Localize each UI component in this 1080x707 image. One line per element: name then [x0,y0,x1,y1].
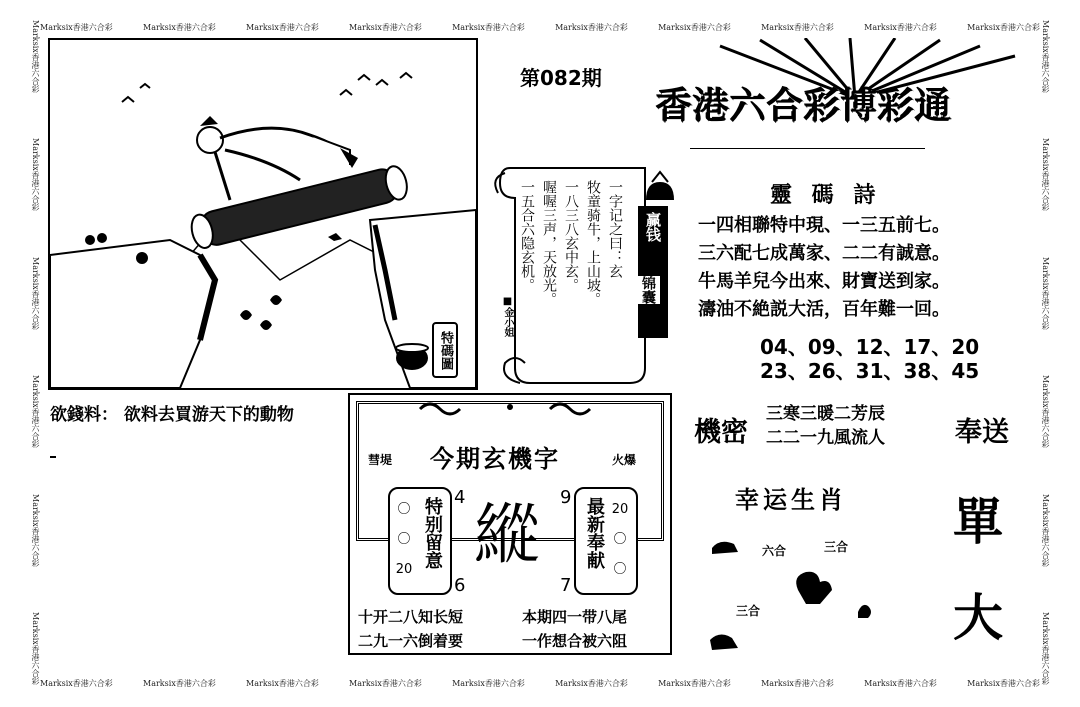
watermark-text: Marksix香港六合彩 [31,612,40,685]
watermark-text: Marksix香港六合彩 [1041,138,1050,212]
watermark-text: Marksix香港六合彩 [40,23,113,32]
corner-number: 4 [454,487,466,508]
leaf-icon [260,320,272,330]
watermark-text: Marksix香港六合彩 [246,23,319,32]
bag-ribbon [638,206,668,338]
numbers-row: 23、26、31、38、45 [760,359,980,383]
scroll-author [500,296,515,337]
bird-icon [340,90,352,95]
watermark-text: Marksix香港六合彩 [555,23,628,32]
poem-numbers [760,335,979,383]
number-circle: 〇 [397,532,411,547]
poem-lines [698,212,950,324]
ox-icon [712,542,738,554]
secret-line: 二二一九風流人 [766,428,885,448]
watermark-text: Marksix香港六合彩 [1041,612,1050,685]
number-circle: 〇 [397,502,411,517]
watermark-text: Marksix香港六合彩 [31,493,40,567]
watermark-text: Marksix香港六合彩 [31,20,40,93]
watermark-text: Marksix香港六合彩 [40,679,113,688]
latest-offer-box [574,487,638,595]
watermark-text: Marksix香港六合彩 [31,375,40,449]
zodiac-tag: 六合 [762,544,787,558]
special-attention-box [388,487,452,595]
puzzle-lines-right [522,605,627,653]
zodiac-animals [700,520,930,670]
secret-right-label: 奉送 [955,417,1009,448]
riddle-label: 欲錢料： [50,405,118,425]
corner-number: 9 [560,487,572,508]
watermark-text: Marksix香港六合彩 [452,23,525,32]
watermark-top-row [40,22,1040,33]
ornament-top [350,395,670,425]
watermark-text: Marksix香港六合彩 [864,679,937,688]
scroll-panel [480,158,680,390]
secret-lines [766,402,885,450]
corner-number: 6 [454,575,466,596]
bird-icon [140,84,150,88]
author-mark-icon: ■ [502,296,513,307]
watermark-text: Marksix香港六合彩 [1041,375,1050,449]
puzzle-lines-left [358,605,463,653]
watermark-text: Marksix香港六合彩 [555,679,628,688]
watermark-text: Marksix香港六合彩 [761,679,834,688]
zodiac-tag: 三合 [824,540,849,554]
watermark-text: Marksix香港六合彩 [31,138,40,212]
bird-icon [122,97,134,102]
poem-line: 牛馬羊兒今出來、財寶送到家。 [698,271,950,292]
single-label: 單 [953,492,1003,551]
numbers-row: 04、09、12、17、20 [760,335,980,359]
leaf-icon [270,295,282,305]
poem-line: 三六配七成萬家、二二有誠意。 [698,243,950,264]
watermark-text: Marksix香港六合彩 [1041,256,1050,330]
special-code-label: 特碼圖 [432,322,458,378]
scroll-column: 牧童骑牛，上山坡。 [585,180,601,306]
bird-icon [376,80,388,85]
author-name: 金小姐 [502,307,513,337]
riddle-text: 欲料去買游天下的動物 [123,405,294,425]
scroll-text [516,180,626,350]
watermark-text: Marksix香港六合彩 [967,679,1040,688]
watermark-text: Marksix香港六合彩 [967,23,1040,32]
watermark-text: Marksix香港六合彩 [1041,20,1050,93]
mystery-character: 縱 [474,496,540,573]
watermark-text: Marksix香港六合彩 [246,679,319,688]
secret-left-label: 機密 [694,417,748,448]
watermark-text: Marksix香港六合彩 [658,23,731,32]
scroll-column: 一字记之曰：玄 [607,180,623,278]
number-circle: 20 [395,562,413,577]
watermark-text: Marksix香港六合彩 [452,679,525,688]
poem-line: 一四相聯特中現、一三五前七。 [698,215,950,236]
monkey-crossing-illustration [50,40,476,388]
watermark-text: Marksix香港六合彩 [761,23,834,32]
silk-bag-label: 锦囊 [632,276,660,304]
big-label: 大 [953,588,1003,647]
left-circles [394,495,414,585]
corner-number: 7 [560,575,572,596]
number-circle: 〇 [613,562,627,577]
secret-line: 三寒三暖二芳辰 [766,404,885,424]
puzzle-panel [348,393,672,655]
bird-icon [328,233,342,241]
money-bag-icon [640,170,680,206]
right-circles [610,495,630,585]
watermark-text: Marksix香港六合彩 [143,23,216,32]
puzzle-title: 今期玄機字 [430,444,560,473]
puzzle-line: 十开二八知长短 [358,608,464,626]
number-circle: 〇 [613,532,627,547]
watermark-text: Marksix香港六合彩 [1041,493,1050,567]
coin-icon [136,252,148,264]
rooster-icon [796,572,832,604]
puzzle-left-tag: 彗堤 [368,453,393,467]
watermark-text: Marksix香港六合彩 [31,256,40,330]
puzzle-right-tag: 火爆 [612,453,637,467]
left-cliff [50,240,215,388]
puzzle-line: 一作想合被六阻 [522,632,628,650]
poem-title: 靈 碼 詩 [770,182,882,208]
illustration-panel [48,38,478,390]
puzzle-line: 本期四一带八尾 [522,608,628,626]
number-circle: 20 [611,502,629,517]
latest-offer-label: 最新奉献 [584,497,605,569]
watermark-text: Marksix香港六合彩 [658,679,731,688]
watermark-text: Marksix香港六合彩 [864,23,937,32]
zodiac-diagram [700,520,930,670]
title-divider [690,148,925,149]
special-attention-label: 特别留意 [422,497,443,569]
watermark-bottom-row [40,678,1040,689]
lucky-zodiac-title: 幸运生肖 [735,485,847,514]
watermark-text: Marksix香港六合彩 [349,679,422,688]
watermark-text: Marksix香港六合彩 [349,23,422,32]
stray-mark [50,456,56,458]
issue-number: 第082期 [520,66,602,90]
coin-icon [85,235,95,245]
watermark-text: Marksix香港六合彩 [143,679,216,688]
riddle-line [50,400,294,425]
watermark-right-column [1040,20,1051,685]
rabbit-icon [858,605,871,618]
zodiac-tag: 三合 [736,604,761,618]
coin-icon [97,233,107,243]
brand-title: 香港六合彩博彩通 [656,85,953,127]
bird-icon [400,73,412,78]
win-money-label: 赢钱 [644,212,662,242]
watermark-left-column [30,20,41,685]
scroll-column: 一八三八玄中玄。 [563,180,579,292]
scroll-column: 喔喔三声，天放光。 [541,180,557,306]
scroll-column: 一五合六隐玄机。 [519,180,535,292]
goat-icon [710,634,738,650]
bird-icon [358,75,370,80]
leaf-icon [240,310,252,320]
puzzle-line: 二九一六倒着要 [358,632,464,650]
poem-line: 濤油不絶説大活，百年難一回。 [698,299,950,320]
